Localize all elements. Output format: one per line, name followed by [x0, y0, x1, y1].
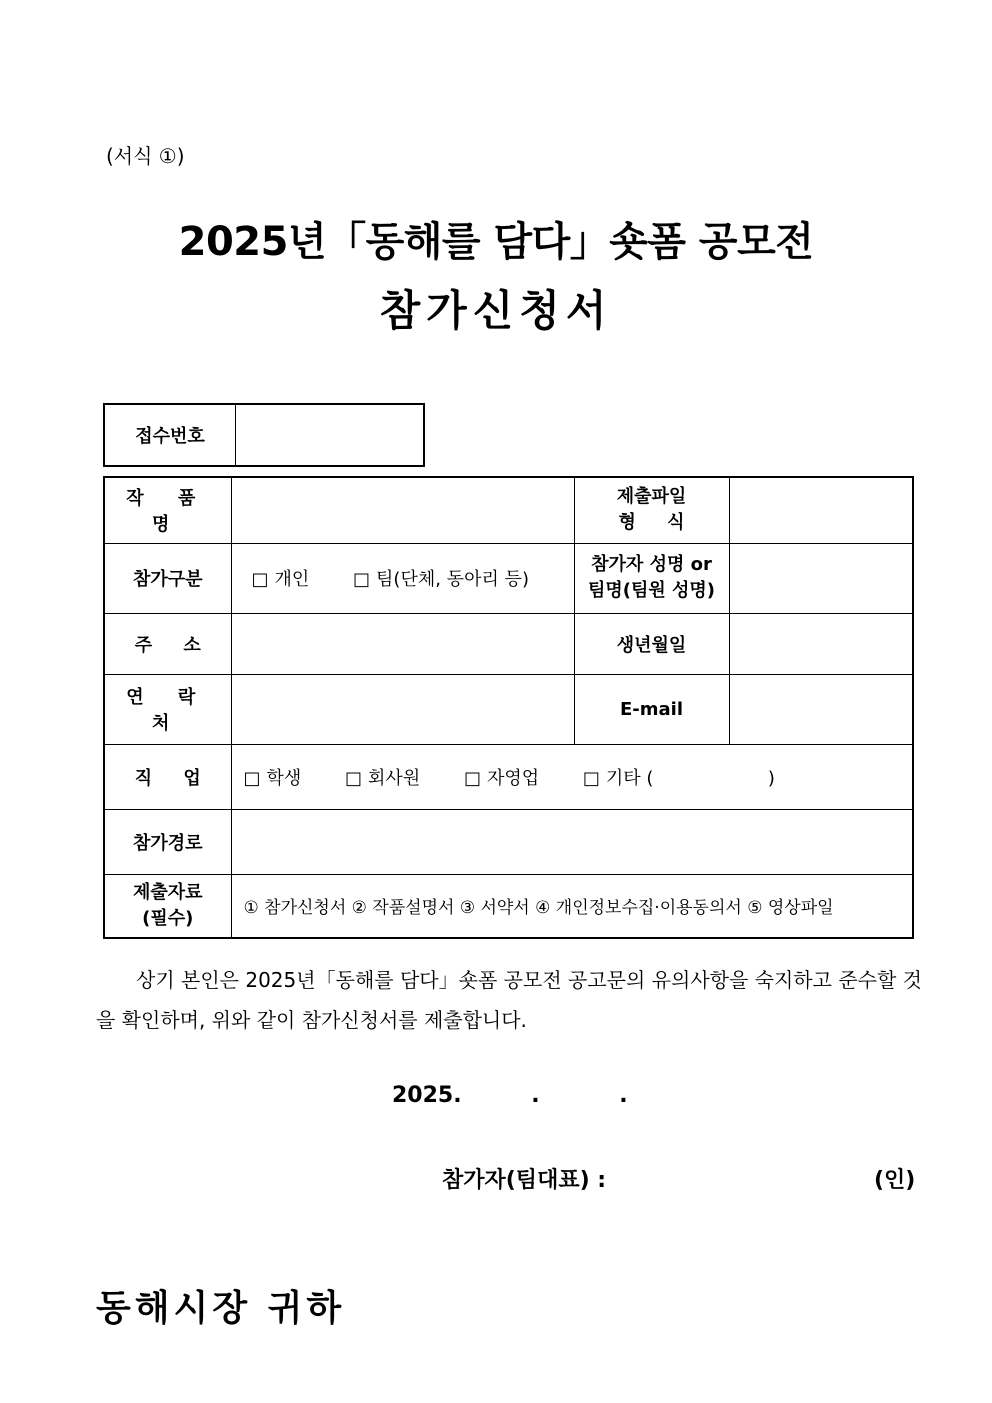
- checkbox-icon[interactable]: □: [353, 569, 371, 590]
- category-team-option[interactable]: [353, 569, 529, 590]
- date-day-dot: .: [619, 1083, 628, 1108]
- checkbox-icon[interactable]: □: [463, 767, 481, 789]
- occupation-student-option[interactable]: [244, 768, 302, 789]
- checkbox-icon[interactable]: □: [582, 767, 600, 789]
- file-format-label-line2: 형 식: [618, 512, 685, 534]
- docs-label: [104, 874, 231, 938]
- file-format-field[interactable]: [729, 477, 913, 543]
- form-number: (서식 ①): [106, 144, 185, 168]
- checkbox-icon[interactable]: □: [345, 767, 363, 789]
- statement: [96, 960, 922, 1040]
- participant-name-label-line2: 팀명(팀원 성명): [587, 580, 716, 601]
- work-title-label: 작 품 명: [104, 477, 231, 543]
- occupation-option-label: 회사원: [368, 767, 421, 789]
- occupation-option-label: 기타 ( ): [605, 767, 775, 789]
- occupation-employee-option[interactable]: [345, 768, 420, 789]
- participant-name-label: [574, 543, 729, 613]
- address-label: 주 소: [104, 613, 231, 674]
- occupation-options: [231, 744, 913, 809]
- birthdate-field[interactable]: [729, 613, 913, 674]
- checkbox-icon[interactable]: □: [243, 767, 261, 789]
- docs-label-line2: (필수): [142, 907, 194, 929]
- category-options: [231, 543, 574, 613]
- occupation-other-option[interactable]: [583, 768, 775, 789]
- category-label: 참가구분: [104, 543, 231, 613]
- application-table: [103, 476, 914, 939]
- work-title-field[interactable]: [231, 477, 574, 543]
- file-format-label: [574, 477, 729, 543]
- participant-name-field[interactable]: [729, 543, 913, 613]
- docs-label-line1: 제출자료: [132, 881, 203, 903]
- addressee: 동해시장 귀하: [96, 1288, 346, 1329]
- route-label: 참가경로: [104, 809, 231, 874]
- signature-label: 참가자(팀대표) :: [442, 1168, 607, 1193]
- category-team-label: 팀(단체, 동아리 등): [376, 569, 529, 590]
- contact-label: 연 락 처: [104, 674, 231, 744]
- checkbox-icon[interactable]: □: [251, 569, 269, 590]
- date-year: 2025.: [392, 1083, 462, 1108]
- address-field[interactable]: [231, 613, 574, 674]
- date-month-dot: .: [531, 1083, 540, 1108]
- category-individual-label: 개인: [274, 569, 310, 590]
- file-format-label-line1: 제출파일: [616, 486, 687, 508]
- category-individual-option[interactable]: [252, 569, 310, 590]
- title-line-1: 2025년「동해를 담다」숏폼 공모전: [178, 219, 814, 265]
- receipt-number-table: [103, 403, 425, 467]
- birthdate-label: 생년월일: [574, 613, 729, 674]
- docs-list: ① 참가신청서 ② 작품설명서 ③ 서약서 ④ 개인정보수집·이용동의서 ⑤ 영상파일: [231, 874, 913, 938]
- receipt-number-label: 접수번호: [104, 404, 236, 466]
- date-line: [392, 1083, 628, 1108]
- occupation-option-label: 자영업: [486, 767, 540, 789]
- occupation-self-employed-option[interactable]: [464, 768, 539, 789]
- occupation-label: 직 업: [104, 744, 231, 809]
- route-field[interactable]: [231, 809, 913, 874]
- receipt-number-field[interactable]: [236, 404, 425, 466]
- contact-field[interactable]: [231, 674, 574, 744]
- seal-mark: (인): [874, 1168, 916, 1193]
- participant-name-label-line1: 참가자 성명 or: [591, 554, 712, 575]
- email-field[interactable]: [729, 674, 913, 744]
- occupation-option-label: 학생: [266, 767, 302, 789]
- email-label: E-mail: [574, 674, 729, 744]
- title-line-2: 참가신청서: [379, 286, 613, 335]
- statement-text: 상기 본인은 2025년「동해를 담다」숏폼 공모전 공고문의 유의사항을 숙지하고 준수할 것을 확인하며, 위와 같이 참가신청서를 제출합니다.: [96, 968, 922, 1032]
